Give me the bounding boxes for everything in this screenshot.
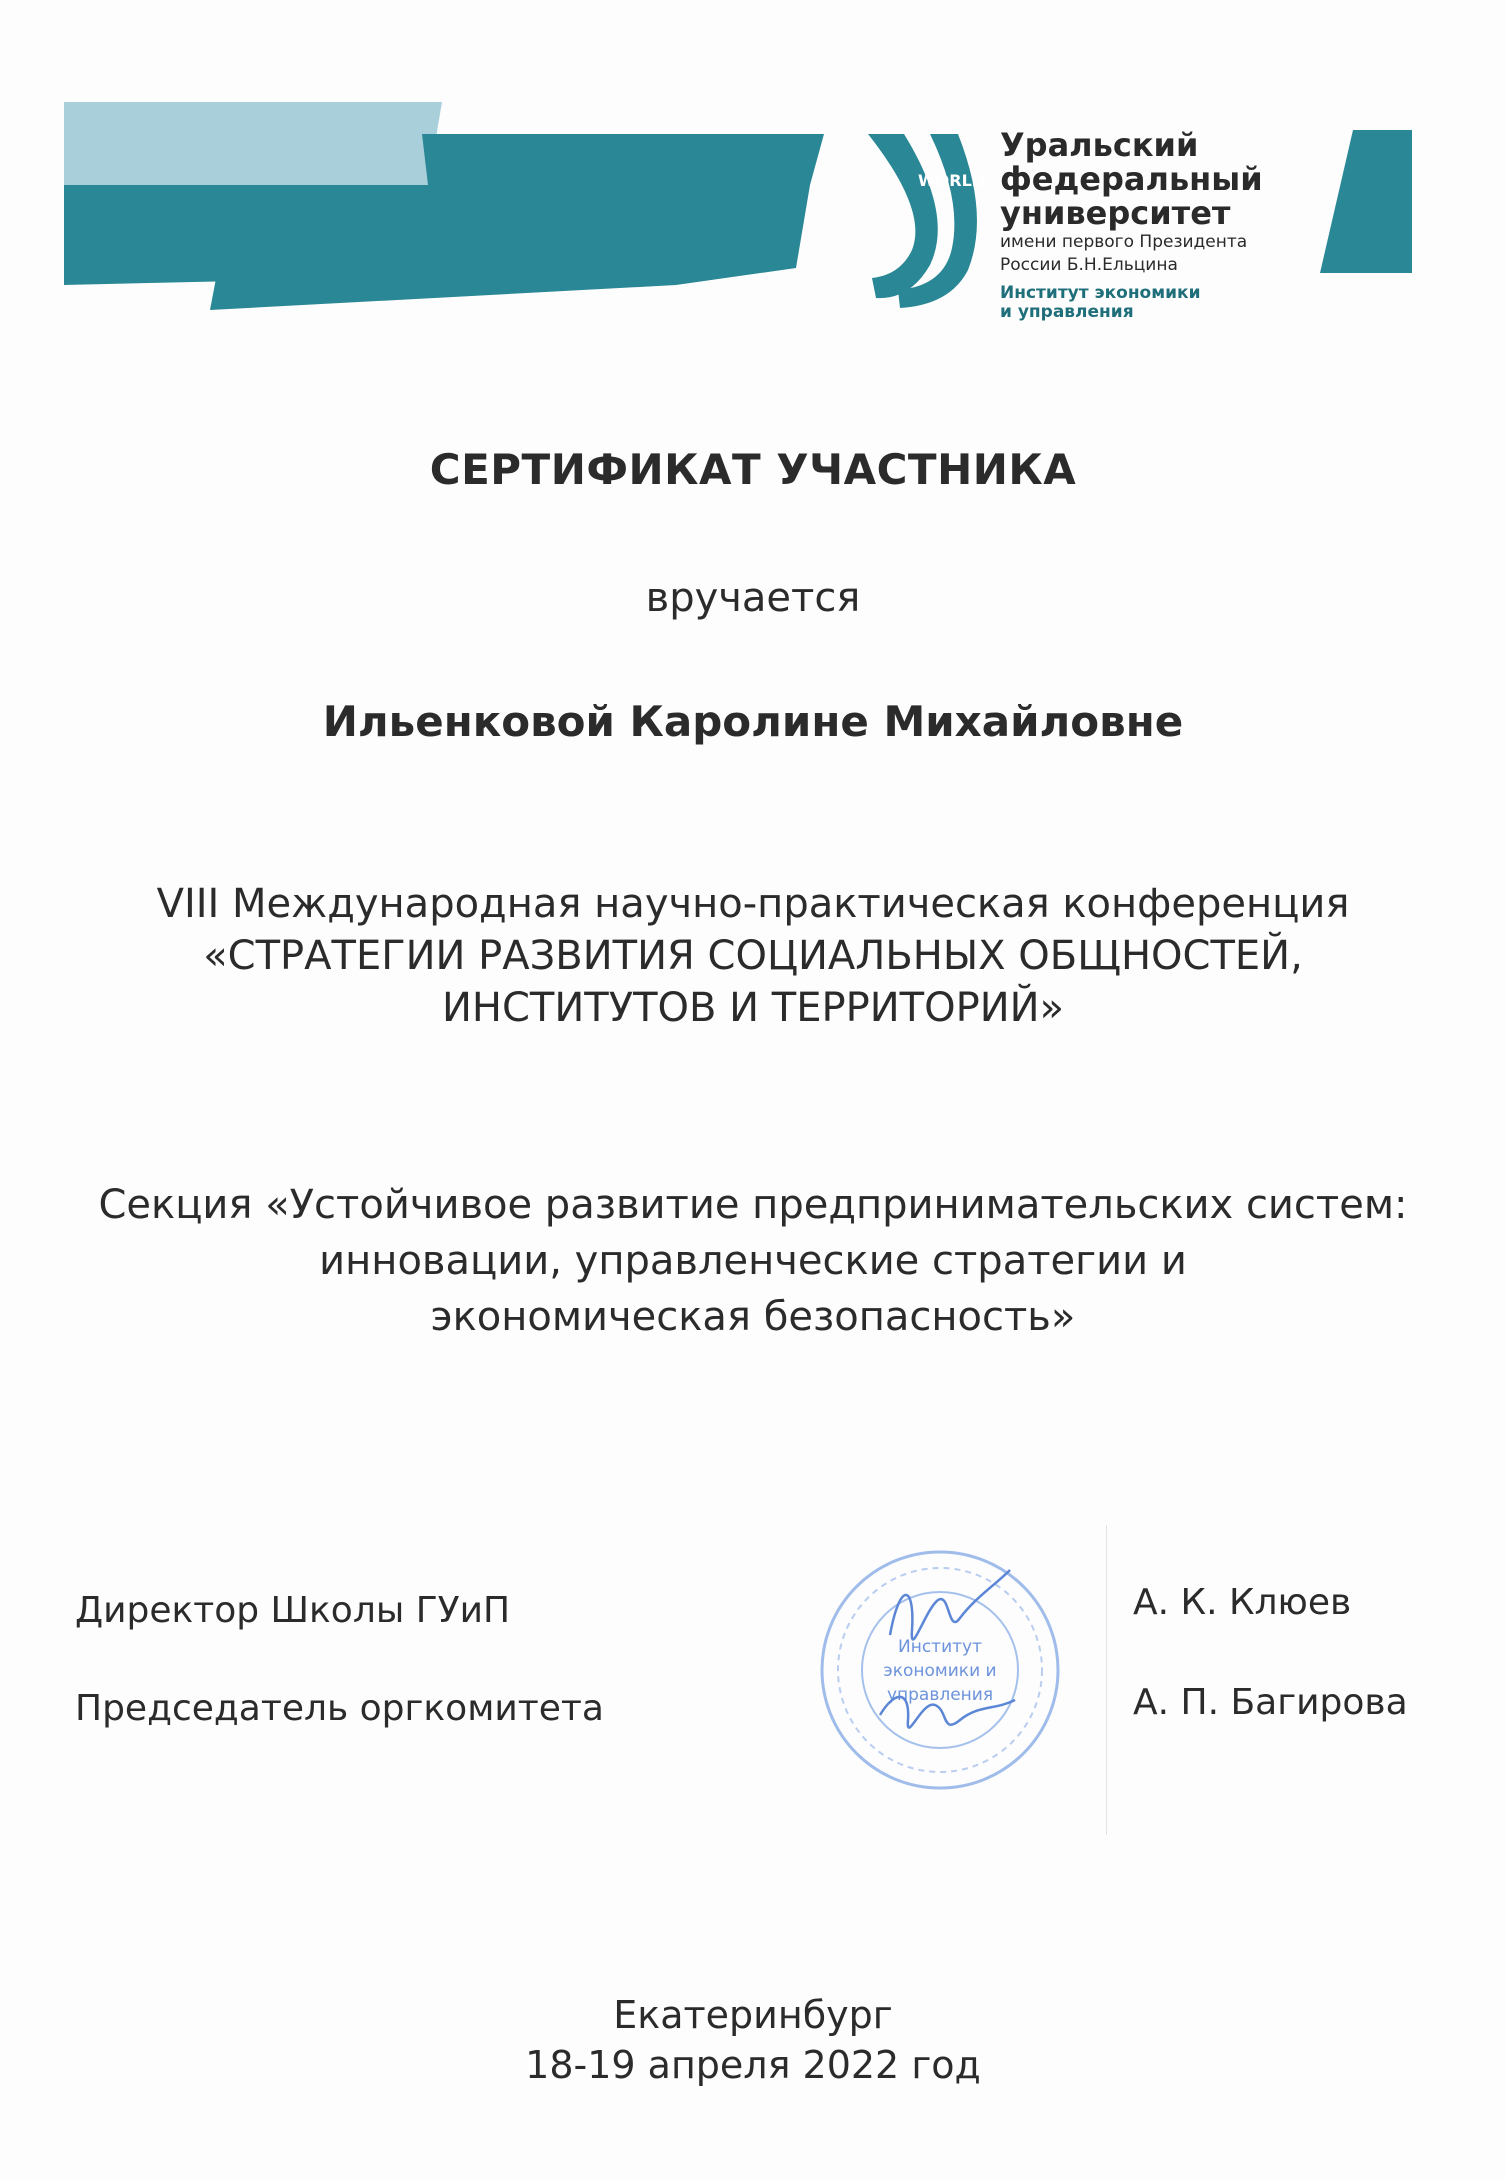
signature-director [890,1570,1010,1639]
signatory-name-chair: А. П. Багирова [1133,1682,1408,1723]
banner-band-light [64,102,442,185]
stamp-text-3: управления [886,1685,994,1705]
logo-word-world: WORLD [918,171,986,190]
section-line-2: инновации, управленческие стратегии и [319,1238,1187,1284]
university-logo-text [1000,128,1263,322]
logo-line-university: университет [1000,194,1231,232]
conference-line-1: VIII Международная научно-практическая конференция [156,881,1350,927]
signature-divider [1106,1525,1107,1835]
logo-line-ural: Уральский [1000,126,1199,164]
conference-line-2: «СТРАТЕГИИ РАЗВИТИЯ СОЦИАЛЬНЫХ ОБЩНОСТЕЙ, [203,933,1303,979]
footer-date: 18-19 апреля 2022 год [525,2043,981,2087]
stamp-text-1: Институт [898,1637,982,1657]
ural-university-logo-mark [868,134,985,308]
signatory-name-director: А. К. Клюев [1133,1582,1352,1623]
footer-city: Екатеринбург [613,1993,893,2037]
logo-institute-line2: и управления [1000,302,1134,322]
conference-line-3: ИНСТИТУТОВ И ТЕРРИТОРИЙ» [441,985,1065,1031]
footer [0,1990,1506,2090]
banner-band-right [1320,130,1412,273]
certificate-title: СЕРТИФИКАТ УЧАСТНИКА [429,445,1077,494]
logo-word-mir: МИР [880,138,905,151]
banner-band-dark-top [422,134,824,185]
section-line-1: Секция «Устойчивое развитие предпринимательских систем: [98,1182,1408,1228]
stamp-text-2: экономики и [883,1661,997,1681]
logo-line-federal: федеральный [1000,160,1263,198]
header-banner [0,0,1506,340]
section-line-3: экономическая безопасность» [430,1294,1076,1340]
signatory-role-chair: Председатель оргкомитета [75,1688,604,1729]
awarded-label: вручается [645,575,861,621]
signatory-role-director: Директор Школы ГУиП [75,1590,511,1631]
logo-institute-line1: Институт экономики [1000,283,1201,303]
banner-band-bottom [210,268,796,310]
recipient-name: Ильенковой Каролине Михайловне [322,697,1184,746]
logo-sub-yeltsin: России Б.Н.Ельцина [1000,255,1178,275]
institute-stamp [810,1540,1070,1800]
logo-sub-president: имени первого Президента [1000,232,1248,252]
section-block [0,1177,1506,1345]
conference-block [0,878,1506,1034]
